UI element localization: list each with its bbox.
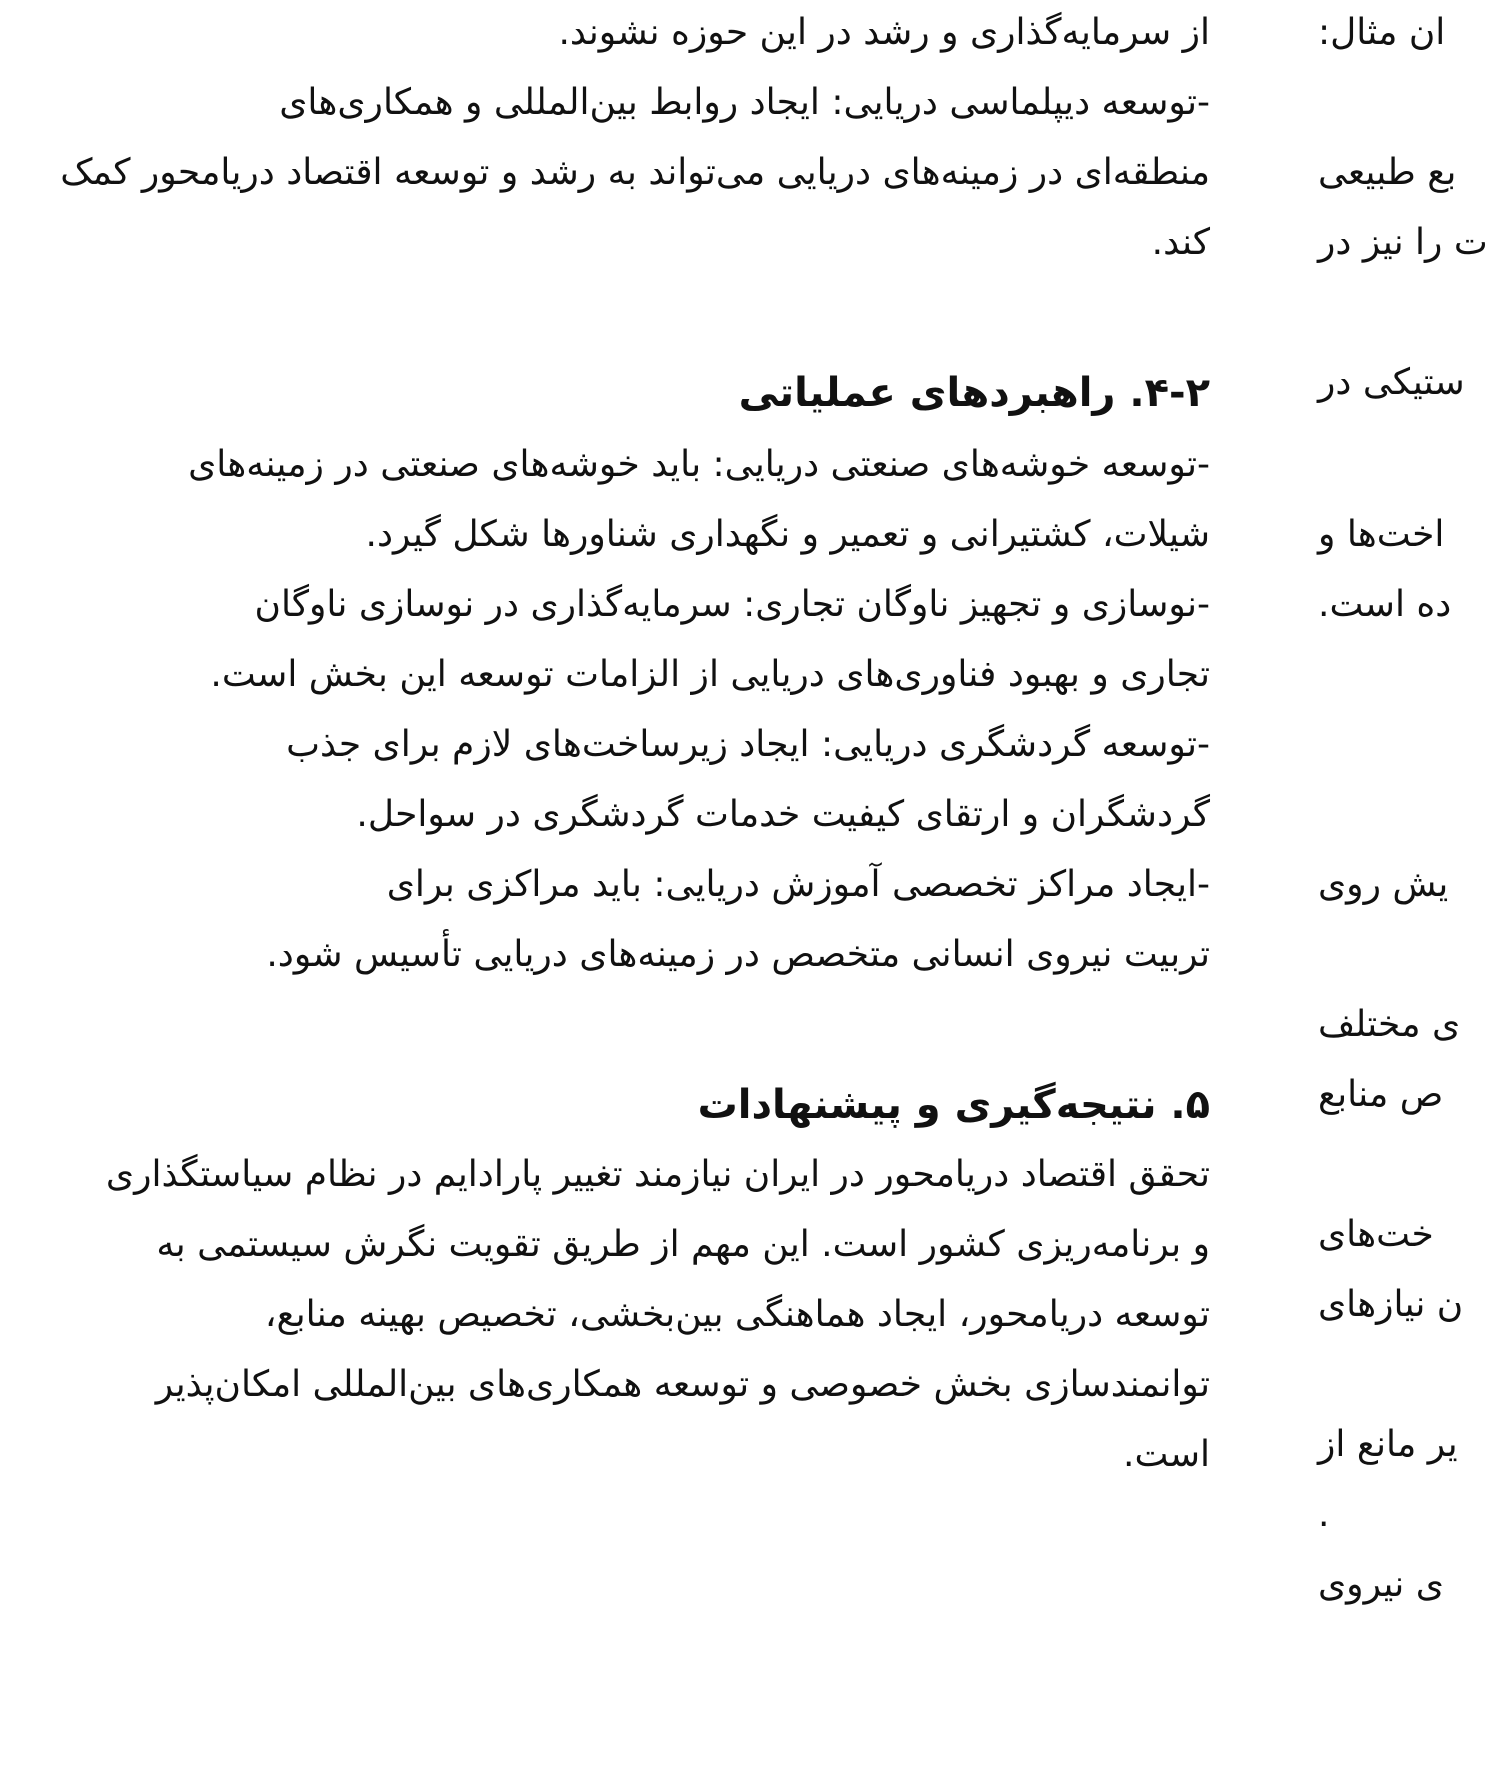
text-line: توسعه دریامحور، ایجاد هماهنگی بین‌بخشی، تخصیص بهینه منابع، <box>264 1294 1210 1335</box>
text-fragment: ص منابع <box>1318 1074 1444 1115</box>
text-fragment: اخت‌ها و <box>1318 514 1445 555</box>
section-heading-conclusion: ۵. نتیجه‌گیری و پیشنهادات <box>697 1082 1210 1128</box>
text-line: از سرمایه‌گذاری و رشد در این حوزه نشوند. <box>558 12 1210 53</box>
text-fragment: خت‌های <box>1318 1214 1434 1255</box>
text-line: و برنامه‌ریزی کشور است. این مهم از طریق تقویت نگرش سیستمی به <box>156 1224 1210 1265</box>
text-fragment: ت را نیز در <box>1318 222 1488 263</box>
text-line: -توسعه خوشه‌های صنعتی دریایی: باید خوشه‌های صنعتی در زمینه‌های <box>188 444 1210 485</box>
text-line: تجاری و بهبود فناوری‌های دریایی از الزامات توسعه این بخش است. <box>210 654 1210 695</box>
section-heading-operational-strategies: ۴-۲. راهبردهای عملیاتی <box>738 370 1210 416</box>
text-fragment: . <box>1318 1494 1330 1535</box>
text-fragment: یش روی <box>1318 864 1449 905</box>
text-fragment: یر مانع از <box>1318 1424 1458 1465</box>
text-fragment: ان مثال: <box>1318 12 1446 53</box>
text-line: -نوسازی و تجهیز ناوگان تجاری: سرمایه‌گذاری در نوسازی ناوگان <box>254 584 1210 625</box>
text-line: است. <box>1123 1434 1210 1475</box>
text-fragment: ن نیازهای <box>1318 1284 1464 1325</box>
text-fragment: ده است. <box>1318 584 1452 625</box>
text-line: تربیت نیروی انسانی متخصص در زمینه‌های دریایی تأسیس شود. <box>266 934 1210 975</box>
text-line: -ایجاد مراکز تخصصی آموزش دریایی: باید مراکزی برای <box>386 864 1210 905</box>
text-fragment: ی مختلف <box>1318 1004 1461 1045</box>
text-fragment: ستیکی در <box>1318 362 1465 403</box>
text-line: توانمندسازی بخش خصوصی و توسعه همکاری‌های بین‌المللی امکان‌پذیر <box>155 1364 1210 1405</box>
text-line: -توسعه گردشگری دریایی: ایجاد زیرساخت‌های لازم برای جذب <box>286 724 1210 765</box>
text-line: منطقه‌ای در زمینه‌های دریایی می‌تواند به رشد و توسعه اقتصاد دریامحور کمک <box>60 152 1210 193</box>
text-line: کند. <box>1151 222 1210 263</box>
text-line: گردشگران و ارتقای کیفیت خدمات گردشگری در سواحل. <box>356 794 1210 835</box>
text-line: -توسعه دیپلماسی دریایی: ایجاد روابط بین‌المللی و همکاری‌های <box>279 82 1210 123</box>
text-fragment: بع طبیعی <box>1318 152 1457 193</box>
text-fragment: ی نیروی <box>1318 1564 1444 1605</box>
text-line: شیلات، کشتیرانی و تعمیر و نگهداری شناورها شکل گیرد. <box>365 514 1210 555</box>
text-line: تحقق اقتصاد دریامحور در ایران نیازمند تغییر پارادایم در نظام سیاستگذاری <box>105 1154 1210 1195</box>
